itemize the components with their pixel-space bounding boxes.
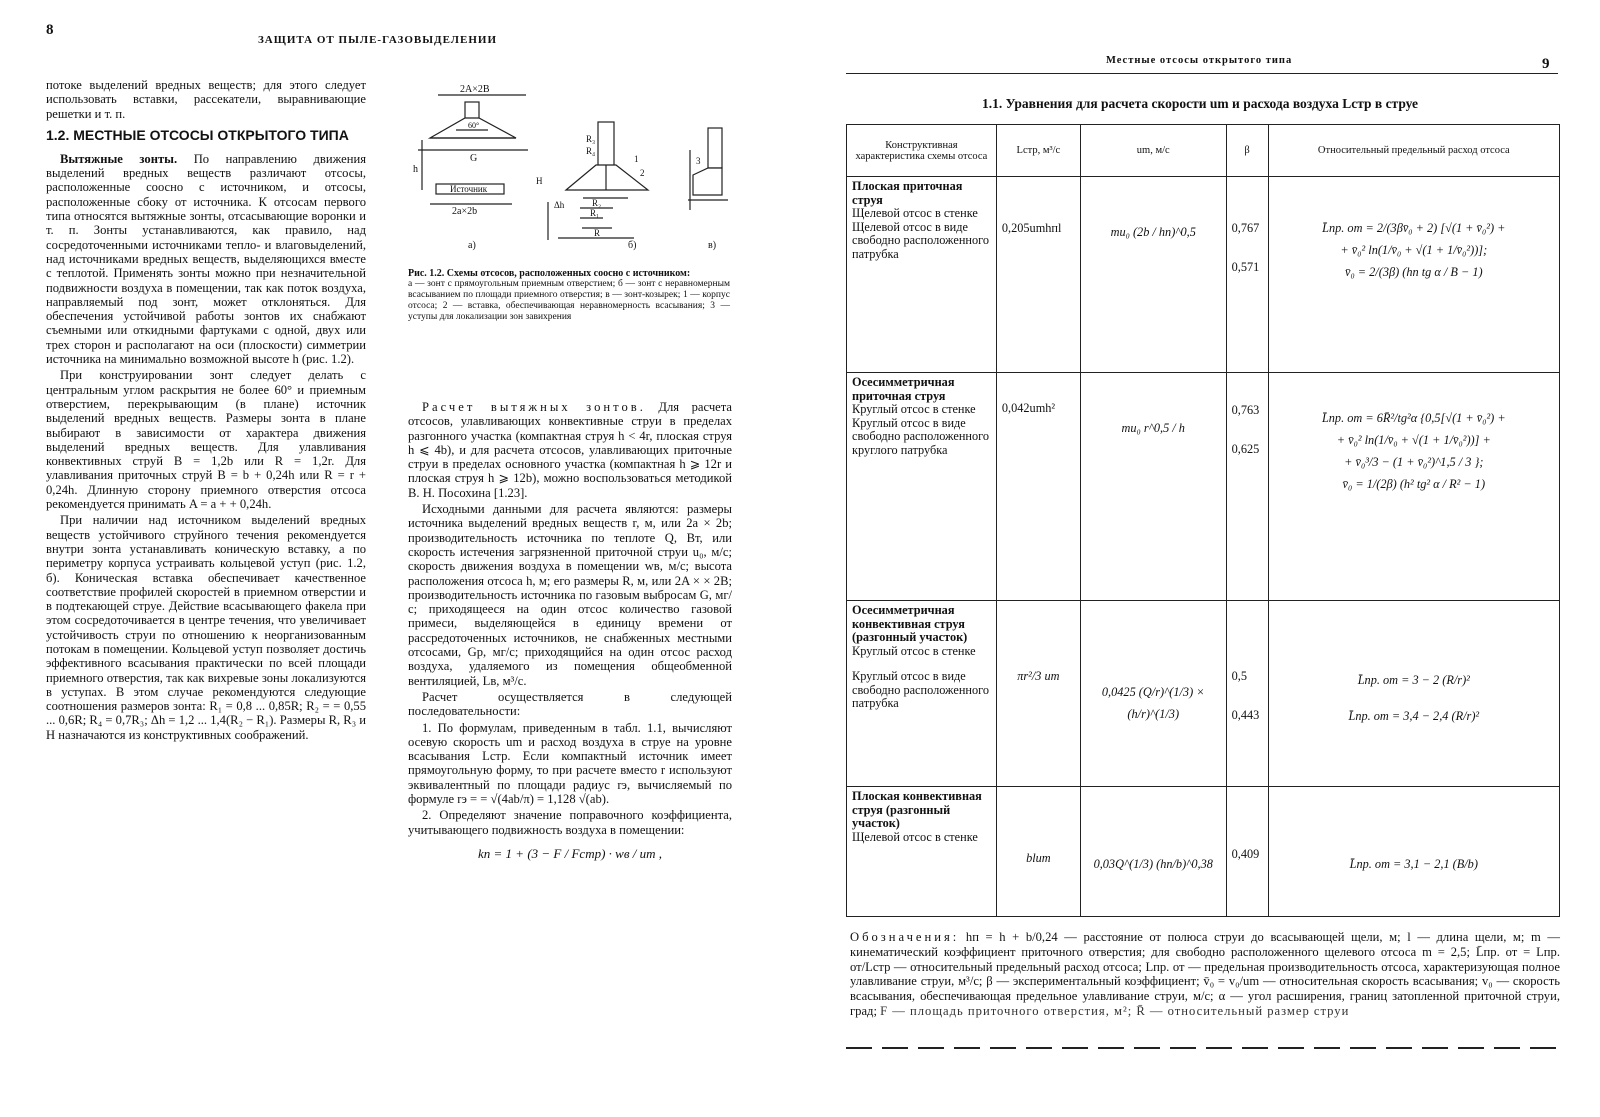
formula-kn: kп = 1 + (3 − F / Fстр) · wв / um , — [478, 845, 662, 861]
row1-line2: Щелевой отсос в виде свободно расположенного патрубка — [852, 219, 990, 261]
caption-text: а — зонт с прямоугольным приемным отверстием; б — зонт с неравномерным всасыванием по площади приемного отверстия; в — зонт-козырек; 1 — корпус отсоса; 2 — вставка, обеспечивающая неравномерность всасывания; 3 — уступы для локализации зон завихрения — [408, 279, 730, 322]
step-1-paragraph: 1. По формулам, приведенным в табл. 1.1, вычисляют осевую скорость um и расход воздуха в струе на уровне всасывания Lстр. Если компактный источник имеет прямоугольную форму, то при расчете вместо r используют эквивалентный по площади радиус rэ, вычисляемый по формуле rэ = = √(4ab/π) = 1,128 √(ab). — [408, 720, 732, 807]
row2-rel-1: L̄пр. от = 6R̄²/tg²α {0,5[√(1 + v̄₀²) + — [1321, 411, 1506, 425]
fig-label-b: б) — [628, 240, 637, 251]
hoods-lead: Вытяжные зонты. — [60, 151, 178, 166]
fig-label-source: Источник — [450, 184, 488, 194]
row3-line2: Круглый отсос в виде свободно расположенного патрубка — [852, 669, 990, 710]
table-row — [847, 177, 1560, 373]
row4-u: 0,03Q^(1/3) (hп/b)^0,38 — [1080, 787, 1226, 917]
row2-title: Осесимметричная приточная струя — [852, 375, 955, 403]
page-number-right: 9 — [1542, 56, 1550, 72]
row2-u: mu₀ r^0,5 / h — [1080, 373, 1226, 601]
intro-paragraph: потоке выделений вредных веществ; для этого следует использовать вставки, рассекатели, выравнивающие решетки и т. п. — [46, 78, 366, 121]
row4-line1: Щелевой отсос в стенке — [852, 829, 978, 844]
row3-u: 0,0425 (Q/r)^(1/3) × (h/r)^(1/3) — [1080, 601, 1226, 787]
fig-label-v: в) — [708, 240, 717, 251]
row1-rel-2: + v̄₀² ln(1/v̄₀ + √(1 + 1/v̄₀²))]; — [1340, 243, 1488, 257]
fig-label-R: R — [594, 228, 601, 238]
row3-beta — [1226, 601, 1268, 787]
row1-u: mu₀ (2b / hп)^0,5 — [1080, 177, 1226, 373]
row1-relative — [1268, 177, 1559, 373]
row4-beta-1: 0,409 — [1231, 847, 1260, 861]
design-paragraph: При конструировании зонт следует делать с центральным углом раскрытия не более 60° и приемным отверстием, перекрывающим (в плане) источник выделений вредных веществ. Размеры зонта в плане выбирают в зависимости от характера движения выделений вредных веществ. Для улавливания конвективных струй B = 1,2b или R = 1,2r. Для улавливания приточных струй B = b + 0,24h или R = r + 0,24h. Длинную сторону приемного отверстия отсоса рекомендуется принимать A = a + + 0,24h. — [46, 368, 366, 512]
insert-paragraph: При наличии над источником выделений вредных веществ устойчивого струйного течения рекомендуется внутри зонта устанавливать коническую вставку, а по периметру корпуса устраивать кольцевой уступ (рис. 1.2, б). Коническая вставка обеспечивает качественное соответствие профилей скоростей в приемном отверстии и в подтекающей струе. Действие всасывающего факела при этом сосредоточивается в центре течения, что увеличивает устойчивость струи по отношению к неорганизованным потокам в помещении. Кольцевой уступ позволяет достичь эффективного всасывания практически по всей площади приемного отверстия, так как вихревые зоны локализуются в уступах. В этом случае рекомендуются следующие соотношения размеров зонта: R₁ = 0,8 ... 0,85R; R₂ = = 0,55 ... 0,6R; R₄ = 0,7R₃; Δh = 1,2 ... 1,4(R₂ − R₁). Размеры R, R₃ и H назначаются из конструктивных соображений. — [46, 513, 366, 742]
caption-title: Рис. 1.2. Схемы отсосов, расположенных соосно с источником: — [408, 268, 691, 279]
row2-L: 0,042umh² — [996, 373, 1080, 601]
equations-table — [846, 124, 1560, 917]
notes-last-line: F — площадь приточного отверстия, м²; R̄ — относительный размер струи — [880, 1003, 1350, 1018]
left-column-2 — [408, 400, 732, 861]
running-head-right: Местные отсосы открытого типа — [1106, 55, 1293, 66]
table-title: 1.1. Уравнения для расчета скорости um и расхода воздуха Lстр в струе — [981, 96, 1419, 111]
fig-label-R1: R₁ — [590, 208, 600, 218]
bottom-dashed-rule — [846, 1047, 1558, 1049]
fig-label-2AxB: 2A×2B — [460, 84, 490, 95]
row3-description — [847, 601, 997, 787]
row2-rel-3: + v̄₀³/3 − (1 + v̄₀²)^1,5 / 3 }; — [1344, 455, 1484, 469]
fig-label-dh: Δh — [554, 200, 565, 210]
fig-label-angle: 60° — [468, 121, 480, 130]
hoods-paragraph — [46, 152, 366, 366]
header-rule — [846, 73, 1558, 74]
header-L: Lстр, м³/с — [996, 125, 1080, 177]
row2-description — [847, 373, 997, 601]
running-head-left: ЗАЩИТА ОТ ПЫЛЕ-ГАЗОВЫДЕЛЕНИИ — [258, 34, 497, 46]
row1-L: 0,205umhпl — [996, 177, 1080, 373]
row3-rel-2: L̄пр. от = 3,4 − 2,4 (R/r)² — [1348, 709, 1480, 723]
row2-relative — [1268, 373, 1559, 601]
table-row — [847, 373, 1560, 601]
fig-label-a: а) — [468, 240, 476, 251]
sequence-paragraph: Расчет осуществляется в следующей последовательности: — [408, 689, 732, 719]
table-header-row — [847, 125, 1560, 177]
fig-label-R3: R₃ — [586, 134, 596, 144]
row1-beta — [1226, 177, 1268, 373]
step-2-paragraph: 2. Определяют значение поправочного коэффициента, учитывающего подвижность воздуха в помещении: — [408, 808, 732, 837]
left-column-1 — [46, 78, 366, 744]
table-row — [847, 601, 1560, 787]
fig-label-G: G — [470, 153, 478, 164]
row1-beta-2: 0,571 — [1231, 260, 1260, 274]
row3-beta-2: 0,443 — [1231, 708, 1260, 722]
header-beta: β — [1226, 125, 1268, 177]
fig-label-h: h — [413, 164, 418, 175]
row2-rel-2: + v̄₀² ln(1/v̄₀ + √(1 + 1/v̄₀²))] + — [1336, 433, 1491, 447]
right-page — [820, 0, 1600, 1117]
fig-label-2axb: 2a×2b — [452, 206, 478, 217]
row3-line1: Круглый отсос в стенке — [852, 643, 976, 658]
row2-rel-4: v̄₀ = 1/(2β) (h² tg² α / R² − 1) — [1342, 477, 1486, 491]
hoods-text: По направлению движения выделений вредных веществ различают отсосы, расположенные соосно с источником, и отсосы, расположенные сбоку от источника. К отсосам первого типа относятся вытяжные зонты, отсасывающие воронки и т. п. Зонты устанавливаются, как правило, над сосредоточенными источниками тепло- и влаговыделений, над источниками вредных веществ, выделяющихся вместе с теплотой. Применять зонты можно при незначительной подвижности воздуха в помещении, так как поток воздуха, направляемый под зонт, может отклоняться. Для обеспечения устойчивой работы зонтов их снабжают съемными или откидными фартуками с одной, двух или трех сторон и располагают на оси (плоскости) симметрии источника на минимально возможной высоте h (рис. 1.2). — [46, 151, 366, 367]
row1-rel-1: L̄пр. от = 2/(3βv̄₀ + 2) [√(1 + v̄₀²) + — [1322, 221, 1506, 235]
row4-rel-1: L̄пр. от = 3,1 − 2,1 (B/b) — [1349, 857, 1478, 871]
row2-beta — [1226, 373, 1268, 601]
row3-title: Осесимметричная конвективная струя (разгонный участок) — [852, 603, 968, 644]
row1-rel-3: v̄₀ = 2/(3β) (hп tg α / B − 1) — [1344, 265, 1483, 279]
page-number-left: 8 — [46, 22, 54, 38]
row4-relative — [1268, 787, 1559, 917]
row3-rel-1: L̄пр. от = 3 − 2 (R/r)² — [1357, 673, 1470, 687]
fig-label-1: 1 — [634, 154, 639, 164]
fig-label-R2: R₂ — [592, 198, 602, 208]
calc-lead: Расчет вытяжных зонтов. — [422, 400, 646, 414]
calc-paragraph — [408, 400, 732, 500]
section-title: 1.2. МЕСТНЫЕ ОТСОСЫ ОТКРЫТОГО ТИПА — [46, 126, 349, 143]
header-scheme: Конструктивная характеристика схемы отсоса — [847, 125, 997, 177]
input-data-paragraph: Исходными данными для расчета являются: размеры источника выделений вредных веществ r, м, или 2a × 2b; производительность источника по теплоте Q, Вт, или скорость истечения загрязненной приточной струи u₀, м/с; скорость движения воздуха в помещении wв, м/с; высота расположения отсоса h, м; его размеры R, м, или 2A × × 2B; производительность источника по газовым выбросам G, мг/с; приходящееся на один отсос количество газовой примеси, выделяющейся в единицу времени от рассредоточенных источников, не снабженных местными отсосами, Gр, мг/с; приходящийся на один отсос расход воздуха, удаляемого из помещения общеобменной вентиляцией, Lв, м³/с. — [408, 502, 732, 688]
row2-beta-1: 0,763 — [1231, 403, 1260, 417]
row2-beta-2: 0,625 — [1231, 442, 1260, 456]
calc-text: Для расчета отсосов, улавливающих конвективные струи в пределах разгонного участка (компактная струя h < 4r, плоская струя h ⩽ 4b), и для расчета отсосов, улавливающих приточные струи в пределах основного участка (компактная h ⩾ 12r и плоская струя h ⩾ 12b), можно воспользоваться методикой В. Н. Посохина [1.23]. — [408, 400, 732, 500]
row1-beta-1: 0,767 — [1231, 221, 1260, 235]
fig-label-H: H — [536, 176, 543, 186]
fig-label-3: 3 — [696, 156, 701, 166]
row1-title: Плоская приточная струя — [852, 179, 963, 207]
row4-description — [847, 787, 997, 917]
hood-schematic-drawing — [408, 80, 738, 255]
figure-1-2 — [408, 80, 738, 255]
row4-beta — [1226, 787, 1268, 917]
header-u: um, м/с — [1080, 125, 1226, 177]
notes-text: hп = h + b/0,24 — расстояние от полюса струи до всасывающей щели, м; l — длина щели, м; m — кинематический коэффициент приточного отверстия; для свободно расположенного щелевого отсоса m = 2,5; L̄пр. от = Lпр. от/Lстр — относительный предельный расход отсоса; Lпр. от — предельная производительность отсоса, характеризующая полное улавливание струи, м³/с; β — экспериментальный коэффициент; v̄₀ = v₀/um — относительная скорость всасывания; v₀ — скорость всасывания, обеспечивающая предельное улавливание струи, м/с; α — угол расширения, границ затопленной приточной струи, град; — [850, 930, 1560, 1018]
notes-lead: Обозначения: — [850, 930, 960, 944]
row3-L: πr²/3 um — [996, 601, 1080, 787]
fig-label-2: 2 — [640, 168, 645, 178]
header-relative-flow: Относительный предельный расход отсоса — [1268, 125, 1559, 177]
row2-line1: Круглый отсос в стенке — [852, 402, 976, 416]
row4-L: blum — [996, 787, 1080, 917]
row1-line1: Щелевой отсос в стенке — [852, 206, 978, 220]
row3-beta-1: 0,5 — [1231, 669, 1247, 683]
row4-title: Плоская конвективная струя (разгонный участок) — [852, 789, 982, 830]
fig-label-R4: R₄ — [586, 146, 596, 156]
row3-relative — [1268, 601, 1559, 787]
figure-caption — [408, 268, 730, 323]
notation-notes — [850, 930, 1560, 1019]
row1-description — [847, 177, 997, 373]
table-row — [847, 787, 1560, 917]
row2-line2: Круглый отсос в виде свободно расположенного круглого патрубка — [852, 415, 990, 457]
